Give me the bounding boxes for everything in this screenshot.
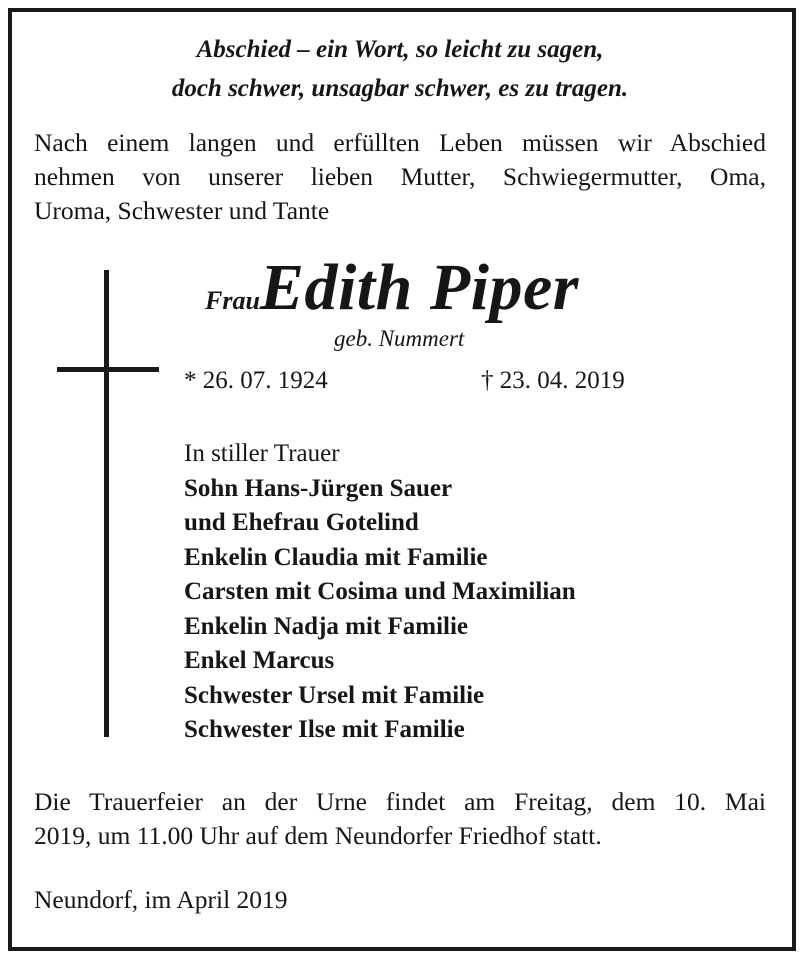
cross-icon-bar — [57, 367, 159, 372]
name-prefix: Frau — [205, 286, 260, 315]
service-line-2: 2019, um 11.00 Uhr auf dem Neundorfer Friedhof statt. — [34, 821, 602, 850]
cross-icon — [104, 270, 109, 737]
intro-line-2: nehmen von unserer lieben Mutter, Schwiegermutter, Oma, — [34, 162, 766, 191]
deceased-name-row — [205, 250, 579, 326]
mourner-item: Carsten mit Cosima und Maximilian — [184, 578, 576, 605]
mourner-item: Enkelin Nadja mit Familie — [184, 612, 469, 640]
motto-line-2: doch schwer, unsagbar schwer, es zu tragen. — [171, 75, 629, 102]
mourner-item: Sohn Hans-Jürgen Sauer — [184, 474, 453, 502]
mourner-item: Schwester Ursel mit Familie — [184, 681, 485, 709]
maiden-name: geb. Nummert — [334, 326, 465, 351]
mourner-item: Enkel Marcus — [184, 647, 335, 674]
mourner-item: Enkelin Claudia mit Familie — [184, 543, 488, 571]
mourner-item: Schwester Ilse mit Familie — [184, 716, 465, 743]
birth-date: * 26. 07. 1924 — [184, 367, 328, 394]
mourner-item: und Ehefrau Gotelind — [184, 509, 419, 536]
intro-line-3: Uroma, Schwester und Tante — [34, 196, 330, 225]
motto — [0, 30, 800, 108]
mourners-list — [184, 437, 576, 748]
motto-line-1: Abschied – ein Wort, so leicht zu sagen, — [196, 36, 604, 63]
service-line-1: Die Trauerfeier an der Urne findet am Freitag, dem 10. Mai — [34, 787, 766, 816]
intro-text — [34, 126, 766, 228]
place-date: Neundorf, im April 2019 — [34, 885, 288, 914]
mourning-lead: In stiller Trauer — [184, 440, 340, 467]
deceased-name: Edith Piper — [259, 251, 579, 324]
intro-line-1: Nach einem langen und erfüllten Leben müssen wir Abschied — [34, 128, 766, 157]
death-date: † 23. 04. 2019 — [481, 367, 625, 394]
service-info — [34, 785, 766, 853]
